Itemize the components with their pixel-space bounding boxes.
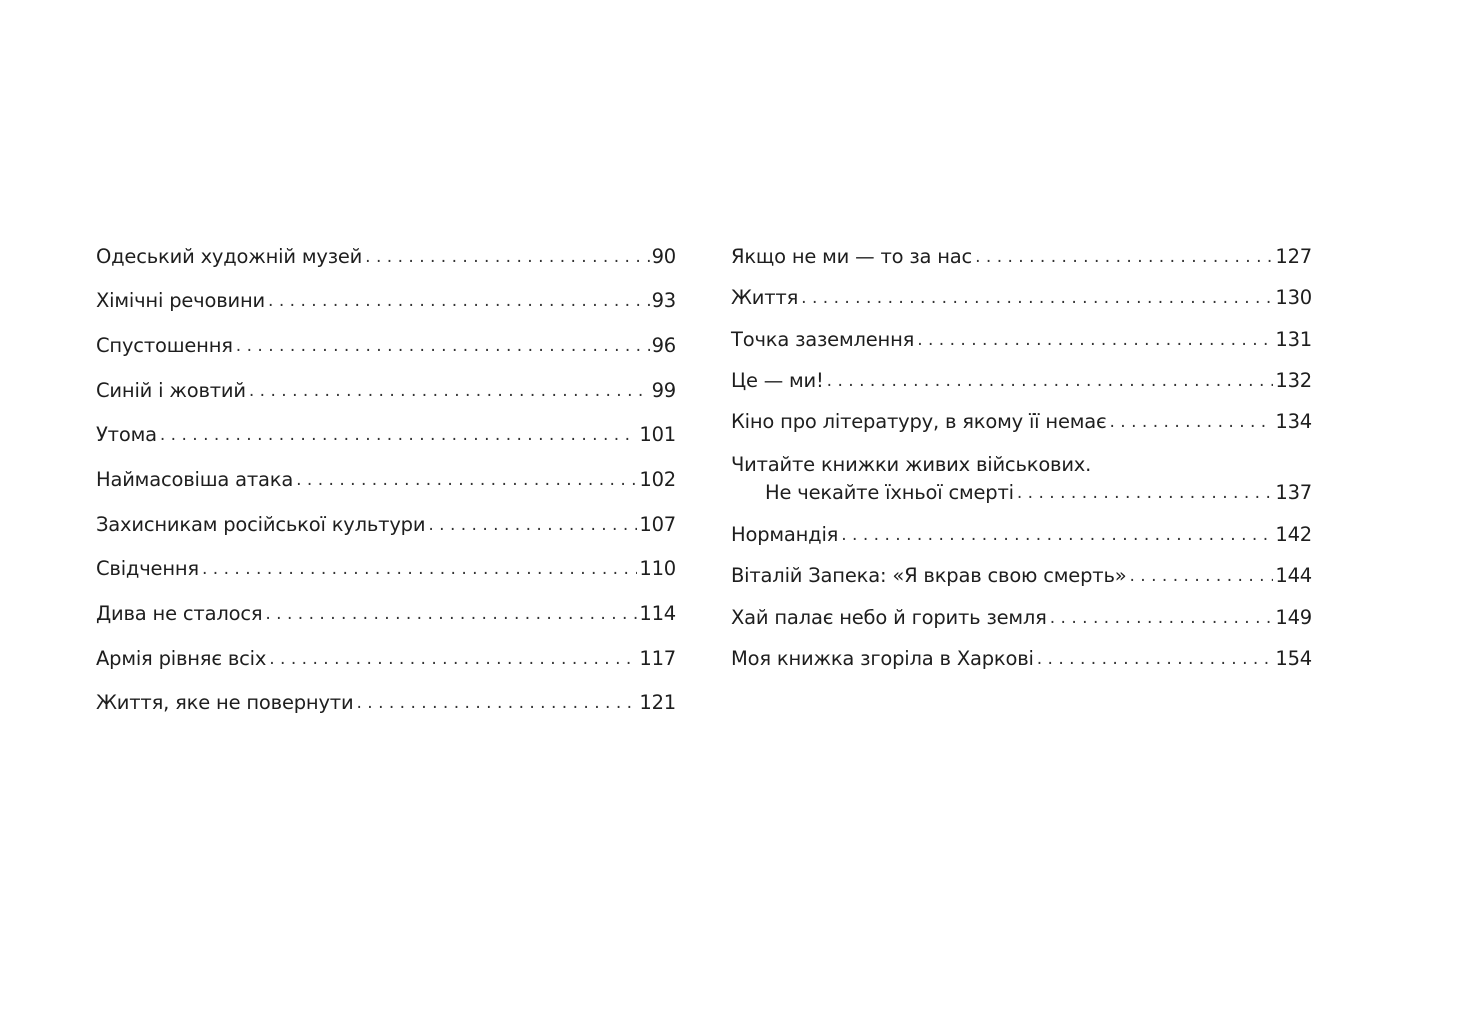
- toc-entry-multiline[interactable]: [731, 446, 1312, 506]
- toc-entry-title: Хай палає небо й горить земля: [731, 606, 1047, 629]
- toc-entry-page: 90: [651, 245, 676, 268]
- toc-entry-title: Свідчення: [96, 557, 199, 580]
- toc-entry-title: Якщо не ми — то за нас: [731, 245, 973, 268]
- toc-entry-title: Віталій Запека: «Я вкрав свою смерть»: [731, 564, 1127, 587]
- toc-entry-page: 99: [651, 379, 676, 402]
- toc-entry-page: 130: [1275, 286, 1312, 309]
- toc-entry[interactable]: [731, 518, 1312, 548]
- toc-entry-title: Життя: [731, 286, 799, 309]
- toc-entry[interactable]: [96, 329, 676, 359]
- toc-leader-dots: [827, 371, 1274, 391]
- toc-entry[interactable]: [731, 601, 1312, 631]
- toc-entry[interactable]: [731, 240, 1312, 270]
- toc-entry-page: 110: [639, 557, 676, 580]
- toc-entry[interactable]: [731, 405, 1312, 435]
- toc-entry-title: Нормандія: [731, 523, 839, 546]
- toc-entry-page: 101: [639, 423, 676, 446]
- toc-entry[interactable]: [96, 642, 676, 672]
- toc-entry-page: 132: [1275, 369, 1312, 392]
- toc-entry-page: 114: [639, 602, 676, 625]
- toc-entry-title: Кіно про літературу, в якому її немає: [731, 410, 1107, 433]
- toc-entry-title-continuation: Не чекайте їхньої смерті: [765, 481, 1014, 504]
- toc-leader-dots: [269, 649, 637, 669]
- toc-entry-title: Хімічні речовини: [96, 289, 266, 312]
- toc-leader-dots: [249, 381, 650, 401]
- toc-entry-title: Моя книжка згоріла в Харкові: [731, 647, 1034, 670]
- toc-entry-title: Це — ми!: [731, 369, 824, 392]
- toc-leader-dots: [296, 470, 637, 490]
- toc-entry-title: Одеський художній музей: [96, 245, 363, 268]
- toc-entry-title: Точка заземлення: [731, 328, 915, 351]
- toc-entry-title: Наймасовіша атака: [96, 468, 294, 491]
- toc-entry[interactable]: [96, 552, 676, 582]
- toc-entry-page: 107: [639, 513, 676, 536]
- toc-entry-title: Синій і жовтий: [96, 379, 246, 402]
- toc-leader-dots: [1017, 483, 1274, 503]
- toc-leader-dots: [268, 291, 650, 311]
- toc-leader-dots: [1037, 649, 1274, 669]
- toc-entry-page: 127: [1275, 245, 1312, 268]
- toc-leader-dots: [1129, 566, 1273, 586]
- toc-entry[interactable]: [96, 686, 676, 716]
- toc-entry[interactable]: [731, 364, 1312, 394]
- toc-entry[interactable]: [96, 284, 676, 314]
- toc-entry[interactable]: [731, 281, 1312, 311]
- toc-leader-dots: [365, 247, 649, 267]
- toc-entry[interactable]: [96, 508, 676, 538]
- toc-entry[interactable]: [96, 463, 676, 493]
- toc-entry-title: Армія рівняє всіх: [96, 647, 267, 670]
- toc-entry-page: 117: [639, 647, 676, 670]
- toc-entry-page: 144: [1275, 564, 1312, 587]
- toc-entry-title: Життя, яке не повернути: [96, 691, 354, 714]
- toc-leader-dots: [1050, 608, 1274, 628]
- toc-entry-title: Читайте книжки живих військових.: [731, 453, 1092, 476]
- toc-leader-dots: [356, 693, 637, 713]
- toc-entry-page: 154: [1275, 647, 1312, 670]
- toc-entry-page: 134: [1275, 410, 1312, 433]
- toc-entry[interactable]: [731, 323, 1312, 353]
- toc-entry-title: Утома: [96, 423, 157, 446]
- toc-entry-page: 142: [1275, 523, 1312, 546]
- toc-leader-dots: [801, 288, 1273, 308]
- toc-entry[interactable]: [96, 418, 676, 448]
- toc-entry[interactable]: [96, 240, 676, 270]
- toc-entry-title: Дива не сталося: [96, 602, 263, 625]
- toc-entry-page: 93: [651, 289, 676, 312]
- toc-entry-page: 121: [639, 691, 676, 714]
- toc-entry-page: 102: [639, 468, 676, 491]
- toc-leader-dots: [202, 559, 637, 579]
- toc-leader-dots: [236, 336, 650, 356]
- toc-entry-title: Спустошення: [96, 334, 233, 357]
- toc-leader-dots: [265, 604, 637, 624]
- toc-entry-title: Захисникам російської культури: [96, 513, 426, 536]
- toc-entry-page: 96: [651, 334, 676, 357]
- toc-entry[interactable]: [731, 642, 1312, 672]
- toc-leader-dots: [428, 515, 637, 535]
- toc-entry-page: 137: [1275, 481, 1312, 504]
- toc-leader-dots: [841, 525, 1273, 545]
- toc-leader-dots: [975, 247, 1273, 267]
- toc-entry[interactable]: [731, 559, 1312, 589]
- toc-leader-dots: [160, 425, 638, 445]
- toc-entry[interactable]: [96, 597, 676, 627]
- toc-entry[interactable]: [96, 374, 676, 404]
- toc-entry-page: 131: [1275, 328, 1312, 351]
- toc-entry-page: 149: [1275, 606, 1312, 629]
- toc-entry-continuation-line: [731, 480, 1312, 506]
- toc-leader-dots: [917, 330, 1273, 350]
- toc-leader-dots: [1110, 412, 1274, 432]
